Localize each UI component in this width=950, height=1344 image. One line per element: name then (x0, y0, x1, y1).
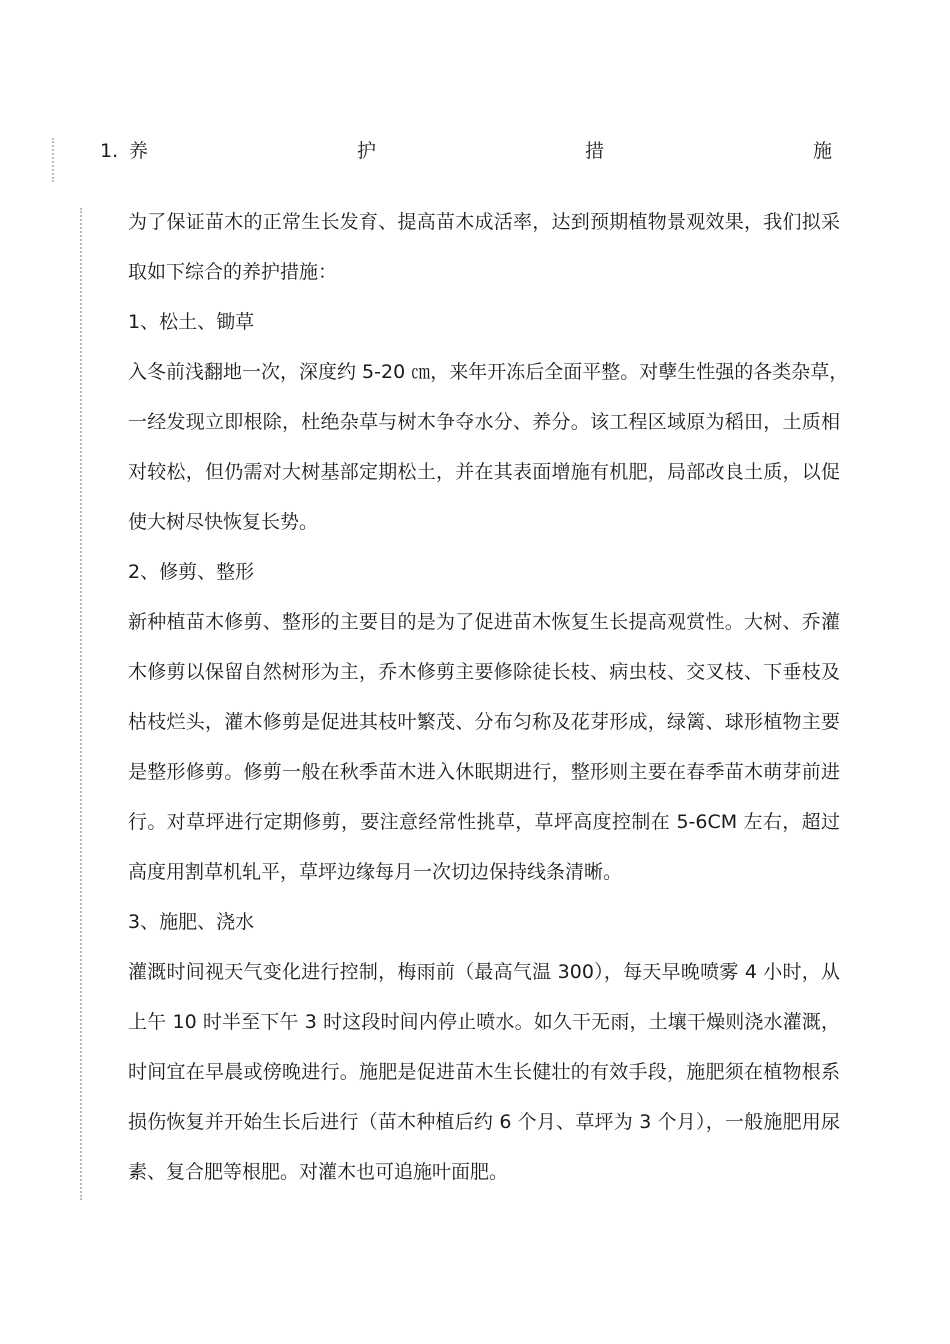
body-line: 高度用割草机轧平，草坪边缘每月一次切边保持线条清晰。 (128, 861, 623, 883)
heading-char: 措 (585, 140, 605, 162)
body-line: 对较松，但仍需对大树基部定期松土，并在其表面增施有机肥，局部改良土质，以促 (128, 461, 840, 483)
body-line: 是整形修剪。修剪一般在秋季苗木进入休眠期进行，整形则主要在春季苗木萌芽前进 (128, 761, 840, 783)
body-line: 使大树尽快恢复长势。 (128, 511, 319, 533)
body-line: 上午 10 时半至下午 3 时这段时间内停止喷水。如久干无雨，土壤干燥则浇水灌溉， (128, 1011, 840, 1033)
subsection-title: 3、施肥、浇水 (128, 911, 255, 933)
section-heading (100, 136, 833, 166)
document-body (128, 197, 849, 1197)
heading-char: 养 (129, 140, 149, 162)
heading-number: 1. (100, 140, 119, 162)
body-line: 素、复合肥等根肥。对灌木也可追施叶面肥。 (128, 1161, 509, 1183)
body-line: 一经发现立即根除，杜绝杂草与树木争夺水分、养分。该工程区域原为稻田，土质相 (128, 411, 840, 433)
subsection-title: 2、修剪、整形 (128, 561, 255, 583)
binding-margin-line (80, 208, 86, 1200)
body-line: 枯枝烂头，灌木修剪是促进其枝叶繁茂、分布匀称及花芽形成，绿篱、球形植物主要 (128, 711, 840, 733)
body-line: 行。对草坪进行定期修剪，要注意经常性挑草，草坪高度控制在 5-6CM 左右，超过 (128, 811, 840, 833)
body-line: 新种植苗木修剪、整形的主要目的是为了促进苗木恢复生长提高观赏性。大树、乔灌 (128, 611, 840, 633)
body-line: 灌溉时间视天气变化进行控制，梅雨前（最高气温 300），每天早晚喷雾 4 小时，从 (128, 961, 840, 983)
binding-margin-mark (52, 138, 58, 182)
body-line: 木修剪以保留自然树形为主，乔木修剪主要修除徒长枝、病虫枝、交叉枝、下垂枝及 (128, 661, 840, 683)
body-line: 为了保证苗木的正常生长发育、提高苗木成活率，达到预期植物景观效果，我们拟采 (128, 211, 840, 233)
body-line: 取如下综合的养护措施： (128, 261, 338, 283)
body-line: 损伤恢复并开始生长后进行（苗木种植后约 6 个月、草坪为 3 个月），一般施肥用尿 (128, 1111, 840, 1133)
body-line: 时间宜在早晨或傍晚进行。施肥是促进苗木生长健壮的有效手段，施肥须在植物根系 (128, 1061, 840, 1083)
heading-char: 施 (813, 140, 833, 162)
body-line: 入冬前浅翻地一次，深度约 5-20 ㎝，来年开冻后全面平整。对孽生性强的各类杂草， (128, 361, 849, 383)
subsection-title: 1、松土、锄草 (128, 311, 255, 333)
heading-char: 护 (357, 140, 377, 162)
